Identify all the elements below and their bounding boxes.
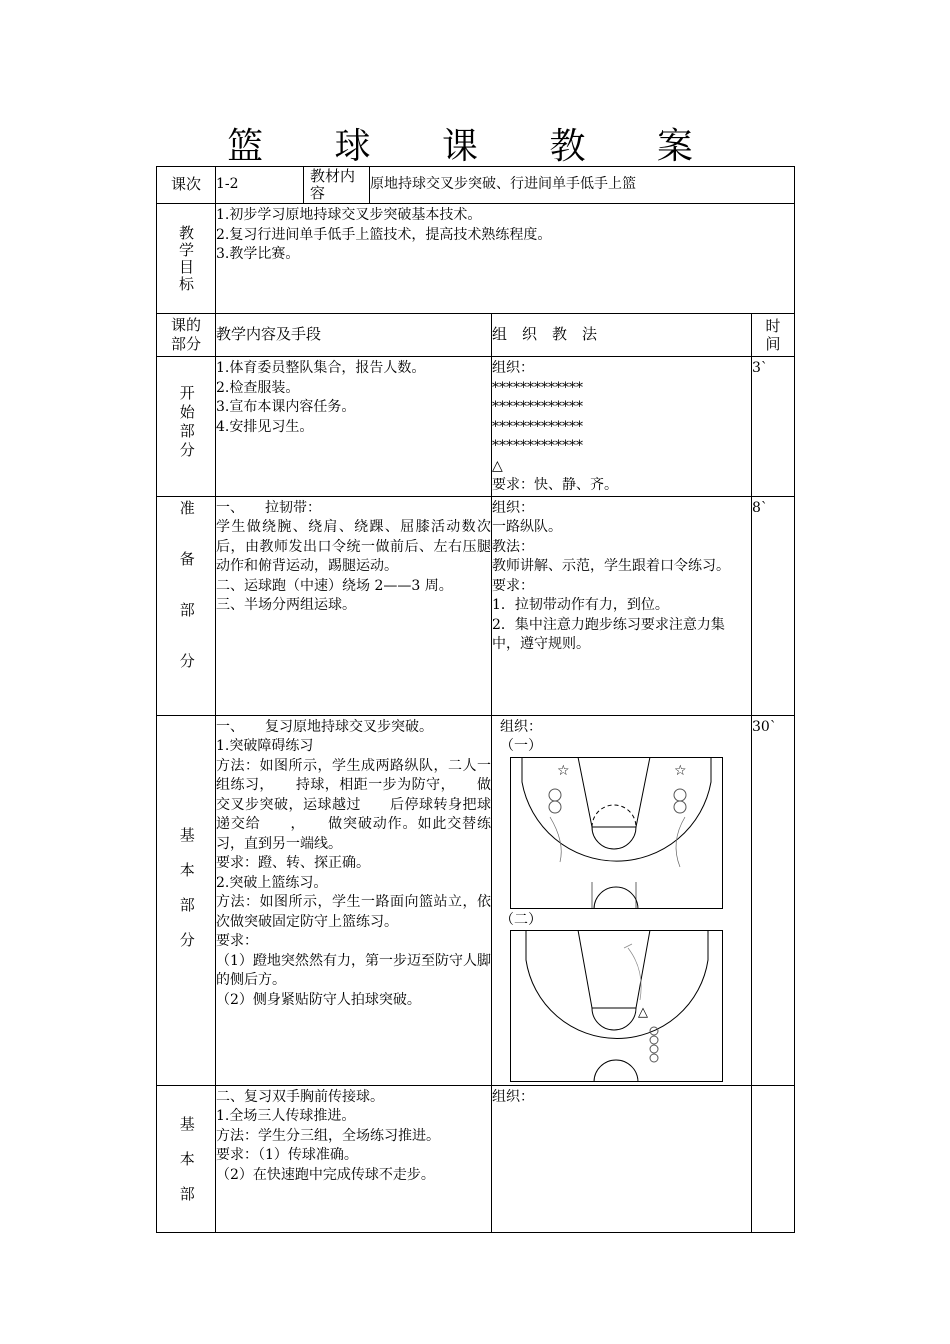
prep-method-item: 教法：	[492, 538, 534, 555]
basic-content-item: 一、 复习原地持球交叉步突破。	[216, 718, 433, 735]
objective-item: 1.初步学习原地持球交叉步突破基本技术。	[216, 207, 482, 223]
prep-method-item: 2．集中注意力跑步练习要求注意力集中，遵守规则。	[492, 616, 725, 652]
column-header-row	[157, 314, 795, 357]
col-part: 课的部分	[157, 314, 216, 357]
start-content-item: 3.宣布本课内容任务。	[216, 399, 356, 415]
basic2-content-item: 1.全场三人传球推进。	[216, 1108, 356, 1124]
basic2-method-item: 组织：	[492, 1088, 534, 1105]
prep-content	[216, 496, 492, 715]
basic2-method	[492, 1085, 752, 1232]
basic2-content	[216, 1085, 492, 1232]
start-method-item: 组织：	[492, 360, 534, 376]
defender-triangle-icon: △	[638, 1005, 648, 1020]
lesson-label: 课次	[157, 167, 216, 204]
basic-content-item: 方法：如图所示，学生一路面向篮站立，依次做突破固定防守上篮练习。	[216, 894, 491, 930]
prep-label-text: 准备部分	[177, 500, 196, 705]
court-diagram-1	[510, 757, 723, 909]
basic2-section-row	[157, 1085, 795, 1232]
prep-method-item: 1．拉韧带动作有力，到位。	[492, 597, 669, 613]
objectives-label-text: 教学目标	[177, 224, 195, 293]
basic2-content-item: （2）在快速跑中完成传球不走步。	[216, 1166, 435, 1183]
start-method-item: *************	[492, 418, 583, 435]
court-diagram-2	[510, 930, 723, 1082]
basic-label-text: 基本部分	[177, 826, 196, 967]
col-content: 教学内容及手段	[216, 314, 492, 357]
basic2-label	[157, 1085, 216, 1232]
prep-section-row	[157, 496, 795, 715]
basic2-time	[752, 1085, 795, 1232]
basic-method	[492, 715, 752, 1085]
start-content-item: 1.体育委员整队集合，报告人数。	[216, 360, 426, 376]
basic-content-item: 要求：蹬、转、探正确。	[216, 855, 370, 871]
basic2-content-item: 二、复习双手胸前传接球。	[216, 1088, 384, 1105]
basic-content-item: 方法：如图所示，学生成两路纵队，二人一组练习， 持球，相距一步为防守， 做交叉步突破，运球越过 后停球转身把球递交给 ， 做突破动作。如此交替练习，直到另一端线。	[216, 757, 491, 852]
basic-label	[157, 715, 216, 1085]
prep-method	[492, 496, 752, 715]
prep-content-item: 三、半场分两组运球。	[216, 597, 356, 613]
prep-content-item: 二、运球跑（中速）绕场 2——3 周。	[216, 577, 453, 594]
basic-content-item: 1.突破障碍练习	[216, 738, 314, 754]
objectives-row	[157, 204, 795, 314]
header-row	[157, 167, 795, 204]
basic-content-item: 要求：	[216, 933, 258, 949]
prep-label	[157, 496, 216, 715]
diagram2-label: （二）	[500, 911, 542, 928]
prep-method-item: 一路纵队。	[492, 519, 562, 535]
objectives-list	[216, 204, 795, 314]
prep-method-item: 要求：	[492, 577, 534, 594]
objective-item: 2.复习行进间单手低手上篮技术，提高技术熟练程度。	[216, 226, 552, 243]
start-method-item: 要求：快、静、齐。	[492, 477, 618, 493]
basic-content	[216, 715, 492, 1085]
start-time: 3`	[752, 357, 795, 497]
star-icon: ☆	[557, 762, 570, 779]
prep-method-item: 教师讲解、示范，学生跟着口令练习。	[492, 558, 730, 574]
basic-content-item: 2.突破上篮练习。	[216, 874, 328, 891]
page-title: 篮 球 课 教 案	[227, 126, 723, 167]
start-section-row	[157, 357, 795, 497]
lesson-value: 1-2	[216, 167, 304, 204]
start-label	[157, 357, 216, 497]
basic2-content-item: 要求：（1）传球准确。	[216, 1147, 358, 1163]
start-method-item: △	[492, 457, 503, 474]
start-method-item: *************	[492, 438, 583, 454]
basic2-label-text: 基本部	[177, 1116, 196, 1221]
prep-method-item: 组织：	[492, 499, 534, 516]
start-label-text: 开始部分	[177, 385, 196, 461]
objective-item: 3.教学比赛。	[216, 246, 300, 262]
prep-content-item: 一、 拉韧带：	[216, 499, 321, 516]
diagram1-label: （一）	[500, 738, 542, 754]
col-time: 时间	[752, 314, 795, 357]
col-method: 组 织 教 法	[492, 314, 752, 357]
lesson-plan-table	[156, 166, 795, 1233]
star-icon: ☆	[674, 762, 687, 779]
basic-time: 30`	[752, 715, 795, 1085]
start-method	[492, 357, 752, 497]
basic-section-row	[157, 715, 795, 1085]
basic-method-label: 组织：	[500, 718, 542, 735]
start-method-item: *************	[492, 379, 583, 396]
basic2-content-item: 方法：学生分三组，全场练习推进。	[216, 1127, 440, 1144]
start-content-item: 4.安排见习生。	[216, 418, 314, 435]
content-label: 教材内容	[304, 167, 370, 204]
basic-content-item: （1）蹬地突然然有力，第一步迈至防守人脚的侧后方。	[216, 952, 491, 988]
basic-content-item: （2）侧身紧贴防守人拍球突破。	[216, 991, 421, 1008]
start-method-item: *************	[492, 399, 583, 415]
objectives-label	[157, 204, 216, 314]
content-value: 原地持球交叉步突破、行进间单手低手上篮	[370, 167, 795, 204]
prep-time: 8`	[752, 496, 795, 715]
start-content-item: 2.检查服装。	[216, 379, 300, 396]
start-content	[216, 357, 492, 497]
prep-content-item: 学生做绕腕、绕肩、绕踝、屈膝活动数次后，由教师发出口令统一做前后、左右压腿动作和俯背运动，踢腿运动。	[216, 519, 491, 574]
